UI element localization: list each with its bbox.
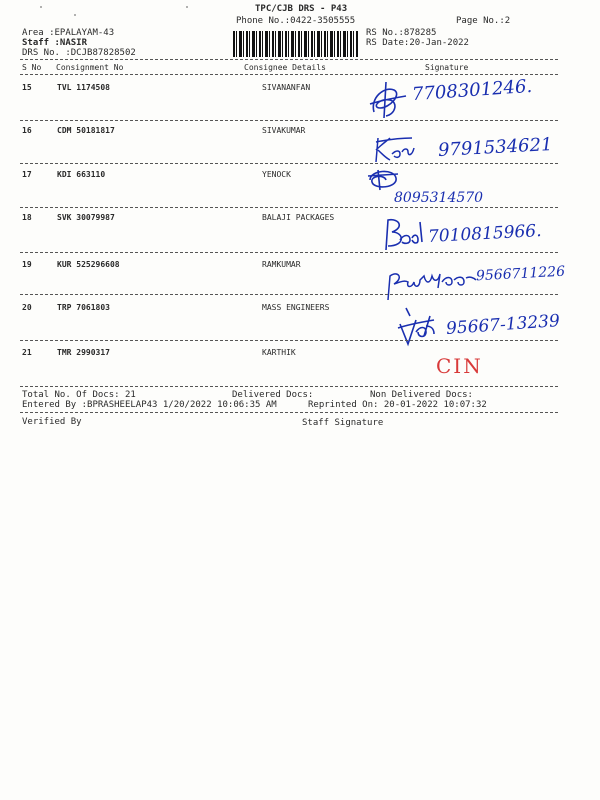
row-consignee: SIVAKUMAR: [262, 126, 306, 135]
scan-speck: [186, 6, 188, 8]
non-delivered-docs: Non Delivered Docs:: [370, 390, 473, 400]
row-separator: [20, 252, 558, 253]
divider: [20, 386, 558, 387]
divider: [20, 59, 558, 60]
row-sno: 15: [22, 83, 32, 92]
row-separator: [20, 207, 558, 208]
handwritten-phone: 9566711226: [475, 263, 566, 285]
handwritten-signature: [368, 78, 408, 122]
reprinted-on: Reprinted On: 20-01-2022 10:07:32: [308, 400, 487, 410]
row-consignment: TVL 1174508: [57, 83, 110, 92]
handwritten-phone: 7010815966.: [427, 221, 543, 247]
handwritten-phone: 8095314570: [394, 190, 484, 206]
col-consignment: Consignment No: [56, 63, 124, 72]
handwritten-phone: 7708301246.: [411, 75, 533, 106]
row-consignee: MASS ENGINEERS: [262, 303, 330, 312]
entered-by: Entered By :BPRASHEELAP43 1/20/2022 10:06:35 AM: [22, 400, 277, 410]
row-separator: [20, 340, 558, 341]
row-sno: 18: [22, 213, 32, 222]
row-sno: 20: [22, 303, 32, 312]
row-consignee: KARTHIK: [262, 348, 296, 357]
row-sno: 19: [22, 260, 32, 269]
handwritten-note: CIN: [436, 354, 483, 378]
row-consignee: RAMKUMAR: [262, 260, 301, 269]
row-separator: [20, 120, 558, 121]
barcode: [233, 31, 358, 57]
rs-date: RS Date:20-Jan-2022: [366, 38, 469, 48]
staff-label: Staff :NASIR: [22, 38, 88, 48]
scan-speck: [40, 6, 42, 8]
handwritten-signature: [372, 134, 416, 166]
total-docs: Total No. Of Docs: 21: [22, 390, 136, 400]
row-consignment: CDM 50181817: [57, 126, 115, 135]
row-consignee: BALAJI PACKAGES: [262, 213, 335, 222]
row-sno: 16: [22, 126, 32, 135]
row-consignment: SVK 30079987: [57, 213, 115, 222]
handwritten-signature: [396, 306, 436, 348]
row-separator: [20, 163, 558, 164]
rs-number: RS No.:878285: [366, 28, 437, 38]
verified-by: Verified By: [22, 417, 82, 427]
row-consignment: KUR 525296608: [57, 260, 120, 269]
row-consignment: KDI 663110: [57, 170, 106, 179]
row-consignment: TRP 7061803: [57, 303, 110, 312]
page-number: Page No.:2: [456, 16, 511, 26]
staff-signature: Staff Signature: [302, 418, 384, 428]
handwritten-signature: [380, 216, 426, 254]
handwritten-signature: [366, 166, 400, 192]
handwritten-phone: 95667-13239: [445, 311, 561, 339]
row-sno: 17: [22, 170, 32, 179]
handwritten-phone: 9791534621: [437, 134, 554, 161]
phone-number: Phone No.:0422-3505555: [236, 16, 356, 26]
row-consignment: TMR 2990317: [57, 348, 110, 357]
delivered-docs: Delivered Docs:: [232, 390, 314, 400]
scan-speck: [74, 14, 76, 16]
col-sno: S No: [22, 63, 42, 72]
report-title: TPC/CJB DRS - P43: [255, 4, 348, 14]
area-label: Area :EPALAYAM-43: [22, 28, 115, 38]
row-separator: [20, 294, 558, 295]
divider: [20, 412, 558, 413]
col-consignee: Consignee Details: [244, 63, 326, 72]
handwritten-signature: [384, 266, 484, 302]
divider: [20, 74, 558, 75]
row-consignee: SIVANANFAN: [262, 83, 311, 92]
drs-number: DRS No. :DCJB87828502: [22, 48, 136, 58]
row-sno: 21: [22, 348, 32, 357]
row-consignee: YENOCK: [262, 170, 291, 179]
col-signature: Signature: [425, 63, 469, 72]
